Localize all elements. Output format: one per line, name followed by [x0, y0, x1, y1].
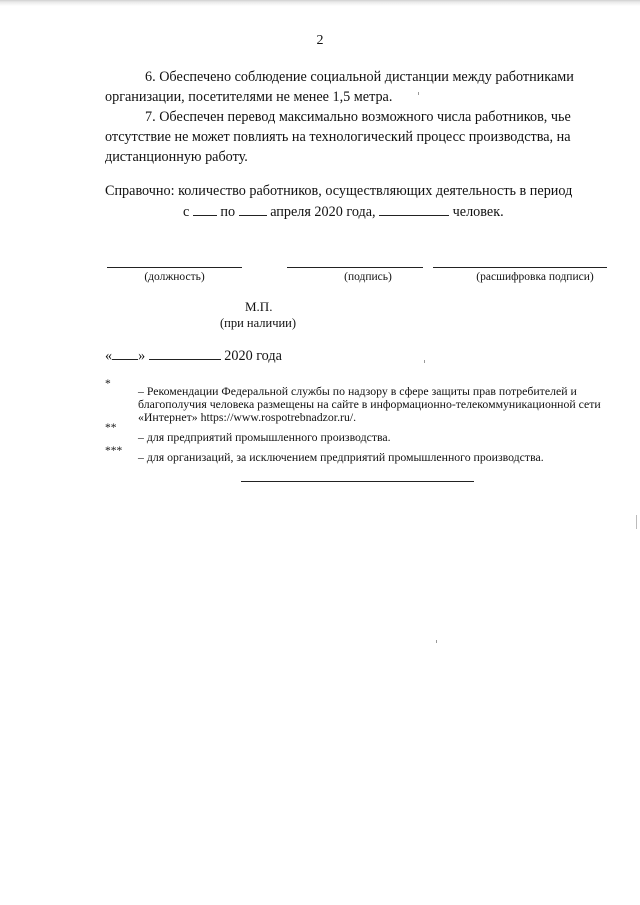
closing-rule	[241, 481, 474, 482]
position-label: (должность)	[144, 271, 205, 283]
scan-edge-mark	[636, 515, 637, 529]
footnote-1-text: – Рекомендации Федеральной службы по надзору в сфере защиты прав потребителей и благополучия человека размещены на сайте в информационно-телекоммуникационной сети «Интернет» https://www.rospotrebnadzor.ru/.	[138, 384, 601, 424]
reference-line-1: Справочно: количество работников, осуществляющих деятельность в период	[105, 183, 573, 199]
from-day-blank[interactable]	[193, 201, 217, 216]
date-day-blank[interactable]	[112, 345, 138, 360]
stamp-note: (при наличии)	[220, 316, 297, 330]
scan-speck	[436, 640, 437, 643]
item-7-text: 7. Обеспечен перевод максимально возможного числа работников, чье отсутствие не может повлиять на технологический процесс производства, на дистанционную работу.	[105, 109, 571, 165]
item-6	[105, 67, 610, 107]
footnote-3-text: – для организаций, за исключением предприятий промышленного производства.	[138, 450, 544, 464]
footnote-2-text: – для предприятий промышленного производства.	[138, 430, 391, 444]
signature-label: (подпись)	[344, 271, 392, 283]
date-close-quote: »	[138, 348, 146, 364]
reference-line-2	[183, 201, 504, 222]
footnote-2-mark: **	[105, 422, 117, 434]
signature-line[interactable]	[287, 267, 423, 268]
reference-from-label: с	[183, 204, 190, 220]
scan-speck	[418, 92, 419, 95]
position-line[interactable]	[107, 267, 242, 268]
item-6-text: 6. Обеспечено соблюдение социальной дистанции между работниками организации, посетителями не менее 1,5 метра.	[105, 69, 574, 105]
decode-line[interactable]	[433, 267, 607, 268]
date-year: 2020 года	[224, 348, 282, 364]
reference-to-label: по	[220, 204, 236, 220]
item-7	[105, 107, 610, 167]
decode-label: (расшифровка подписи)	[476, 271, 594, 283]
reference-people: человек.	[452, 204, 504, 220]
date-month-blank[interactable]	[149, 345, 221, 360]
date-open-quote: «	[105, 348, 113, 364]
date-line	[105, 345, 282, 366]
reference-month-year: апреля 2020 года,	[270, 204, 376, 220]
footnote-3-mark: ***	[105, 445, 123, 457]
to-day-blank[interactable]	[239, 201, 267, 216]
employee-count-blank[interactable]	[379, 201, 449, 216]
page-number: 2	[316, 33, 324, 48]
footnote-1-mark: *	[105, 378, 111, 390]
stamp-mp: М.П.	[245, 299, 273, 314]
scan-speck	[424, 360, 425, 363]
scan-edge	[0, 0, 640, 6]
